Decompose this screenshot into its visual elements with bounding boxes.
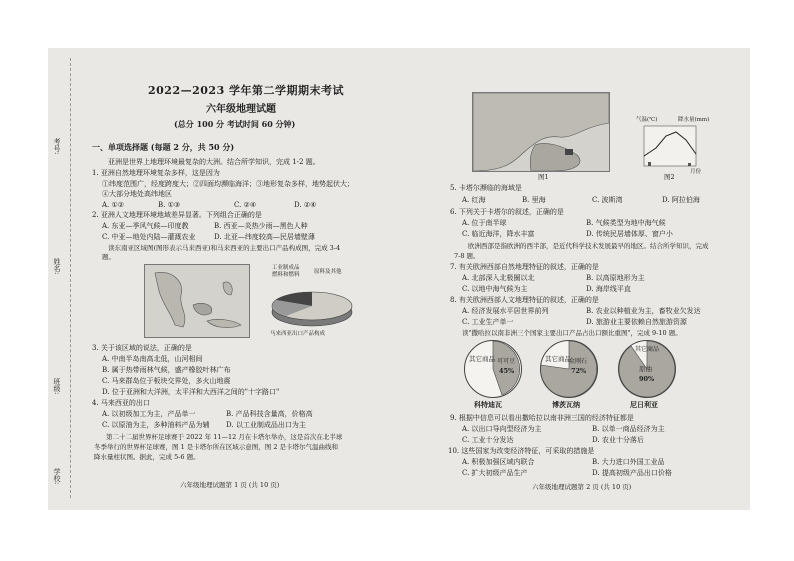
pie1-main: 可可豆 [497, 358, 516, 365]
southeast-asia-map-drawing [145, 265, 249, 337]
page-footer-left: 六年级地理试题第 1 页 (共 10 页) [180, 481, 280, 489]
q2-option-b: B. 西亚—炎热少雨—黑色人种 [214, 222, 308, 230]
worldcup-intro-3: 降水量柱状图。据此，完成 5-6 题。 [94, 453, 200, 461]
q2-option-c: C. 中亚—地处内陆—灌溉农业 [102, 233, 196, 241]
pie-botswana-slice [541, 341, 597, 397]
binding-line [70, 58, 71, 498]
q5-choice-d: D. 阿拉伯海 [662, 196, 700, 204]
worldcup-intro-2: 冬季举行的世界杯足球赛，图 1 是卡塔尔所在区域示意图，图 2 是卡塔尔气温曲线和 [94, 443, 339, 451]
q4-option-c: C. 以原油为主，多种油料产品为辅 [102, 421, 210, 429]
exam-sheet [48, 48, 750, 510]
question-8: 8. 有关欧洲西部人文地理特征的叙述，正确的是 [450, 296, 599, 304]
pie3-main: 原油 [639, 365, 652, 373]
country-botswana: 博茨瓦纳 [552, 400, 580, 409]
margin-label-name: 姓名: [53, 258, 61, 275]
legend-raw: 原料及其他 [314, 269, 342, 275]
figure1-label: 图1 [538, 173, 549, 181]
q7-option-d: D. 海岸线平直 [586, 285, 631, 293]
climate-rain-label: 降水量(mm) [678, 117, 710, 123]
section1-heading: 一、单项选择题 (每题 2 分，共 50 分) [92, 142, 235, 152]
exam-meta: (总分 100 分 考试时间 60 分钟) [174, 119, 296, 129]
q7-option-b: B. 以高原地形为主 [586, 274, 645, 282]
question-7: 7. 有关欧洲西部自然地理特征的叙述，正确的是 [450, 263, 599, 271]
q1-choice-d: D. ②④ [294, 201, 317, 209]
q2-option-a: A. 东亚—季风气候—印度教 [102, 222, 189, 230]
q3-option-c: C. 马来群岛位于板块交界处，多火山地震 [102, 377, 231, 385]
q8-option-d: D. 旅游业主要依赖自然旅游资源 [586, 318, 687, 326]
margin-label-id: 考号: [53, 138, 61, 155]
map-intro-line1: 读东南亚区域图(图形表示马来西亚)和马来西亚的主要出口产品构成图，完成 3-4 [108, 244, 341, 252]
question-10: 10. 这些国家为改变经济特征，可采取的措施是 [448, 447, 595, 455]
pie1-pct: 45% [499, 367, 515, 375]
q6-option-c: C. 临近海洋，降水丰富 [462, 230, 535, 238]
q9-option-b: B. 以单一商品经济为主 [592, 425, 665, 433]
q9-option-a: A. 以出口导向型经济为主 [462, 425, 542, 433]
q1-choice-b: B. ①③ [158, 201, 181, 209]
pie3-other: 其它商品 [635, 346, 660, 353]
pie2-main: 金刚石 [569, 358, 588, 365]
question-3: 3. 关于该区域的说法，正确的是 [92, 344, 192, 352]
pie2-pct: 72% [571, 367, 587, 375]
q6-option-d: D. 传统民居墙体厚、窗户小 [586, 230, 673, 238]
q6-option-b: B. 气候类型为地中海气候 [586, 219, 666, 227]
question-2: 2. 亚洲人文地理环境地域差异显著。下列组合正确的是 [92, 211, 262, 219]
q10-option-b: B. 大力进口外国工业品 [592, 458, 665, 466]
q9-option-d: D. 农业十分落后 [592, 436, 644, 444]
pie-nigeria [618, 340, 676, 398]
q2-option-d: D. 北亚—纬度较高—民居墙壁薄 [214, 233, 315, 241]
qatar-region-map [472, 92, 610, 172]
country-cote-divoire: 科特迪瓦 [474, 400, 502, 409]
q5-choice-b: B. 里海 [522, 196, 546, 204]
q10-option-a: A. 积极加强区域内联合 [462, 458, 535, 466]
q1-statement-a: ①纬度范围广，经度跨度大；②四面均濒临海洋；③地形复杂多样，地势起伏大； [102, 180, 354, 188]
question-1: 1. 亚洲自然地理环境复杂多样，这是因为 [92, 169, 220, 177]
exam-subtitle: 六年级地理试题 [206, 104, 276, 115]
climate-temp-label: 气温(℃) [636, 117, 658, 123]
malaysia-export-chart [264, 264, 364, 342]
q10-option-d: D. 提高初级产品出口价格 [592, 469, 672, 477]
q7-option-c: C. 以地中海气候为主 [462, 285, 528, 293]
q1-choice-c: C. ②④ [234, 201, 257, 209]
margin-label-school: 学校: [53, 468, 61, 485]
figure2-label: 图2 [664, 173, 675, 181]
q10-option-c: C. 扩大初级产品生产 [462, 469, 528, 477]
europe-intro-1: 欧洲西部是指欧洲的西半部，是近代科学技术发展最早的地区。结合所学知识，完成 [468, 242, 709, 250]
question-9: 9. 根据中信息可以看出撒哈拉以南非洲三国的经济特征都是 [450, 414, 634, 422]
pie2-other: 其它商品 [545, 355, 571, 363]
southeast-asia-map [144, 264, 250, 338]
q1-choice-a: A. ①② [102, 201, 125, 209]
question-4: 4. 马来西亚的出口 [92, 399, 150, 407]
q5-choice-a: A. 红海 [462, 196, 486, 204]
country-nigeria: 尼日利亚 [630, 400, 658, 409]
africa-intro: 读"撒哈拉以南非洲三个国家主要出口产品占出口额比重图"，完成 9-10 题。 [462, 329, 682, 337]
q4-option-d: D. 以工业制成品出口为主 [226, 421, 306, 429]
legend-industrial: 工业制成品 [272, 265, 300, 271]
exam-title: 2022—2023 学年第二学期期末考试 [148, 84, 345, 97]
pie1-other: 其它商品 [469, 355, 495, 363]
q3-option-d: D. 位于亚洲和大洋洲，太平洋和大西洋之间的"十字路口" [102, 388, 280, 396]
qatar-region-map-drawing [473, 93, 609, 171]
q3-option-a: A. 中南半岛南高北低，山河相间 [102, 355, 203, 363]
map-intro-line2: 题。 [102, 253, 115, 261]
q6-option-a: A. 位于南半球 [462, 219, 507, 227]
q4-option-b: B. 产品科技含量高，价格高 [226, 410, 313, 418]
europe-intro-2: 7-8 题。 [454, 252, 480, 260]
q8-option-b: B. 农业以种植业为主，畜牧业欠发达 [586, 307, 701, 315]
pie-botswana [540, 340, 598, 398]
question-5: 5. 卡塔尔濒临的海域是 [450, 184, 522, 192]
q5-choice-c: C. 波斯湾 [592, 196, 623, 204]
intro-1-2: 亚洲是世界上地理环境最复杂的大洲。结合所学知识，完成 1-2 题。 [108, 158, 320, 166]
qatar-climate-chart [636, 117, 710, 175]
q9-option-c: C. 工业十分发达 [462, 436, 514, 444]
legend-fuel: 燃料和燃料 [272, 272, 300, 278]
pie-cote-divoire [464, 340, 522, 398]
q8-option-a: A. 经济发展水平居世界前列 [462, 307, 549, 315]
pie-caption: 马来西亚出口产品构成 [270, 331, 326, 337]
climate-month-label: 月份 [690, 169, 702, 175]
worldcup-intro-1: 第二十二届世界杯足球赛于 2022 年 11—12 月在卡塔尔举办，这是首次在北半球 [106, 433, 343, 441]
question-6: 6. 下列关于卡塔尔的叙述，正确的是 [450, 208, 564, 216]
q7-option-a: A. 北部深入北极圈以北 [462, 274, 535, 282]
q8-option-c: C. 工业生产单一 [462, 318, 514, 326]
q1-statement-b: ④大部分地处高纬地区 [102, 190, 172, 198]
q3-option-b: B. 属于热带雨林气候，盛产橡胶叶林广布 [102, 366, 231, 374]
pie3-pct: 90% [639, 375, 655, 383]
page-footer-right: 六年级地理试题第 2 页 (共 10 页) [532, 483, 632, 491]
margin-label-class: 班级: [53, 378, 61, 395]
q4-option-a: A. 以初级加工为主，产品单一 [102, 410, 196, 418]
